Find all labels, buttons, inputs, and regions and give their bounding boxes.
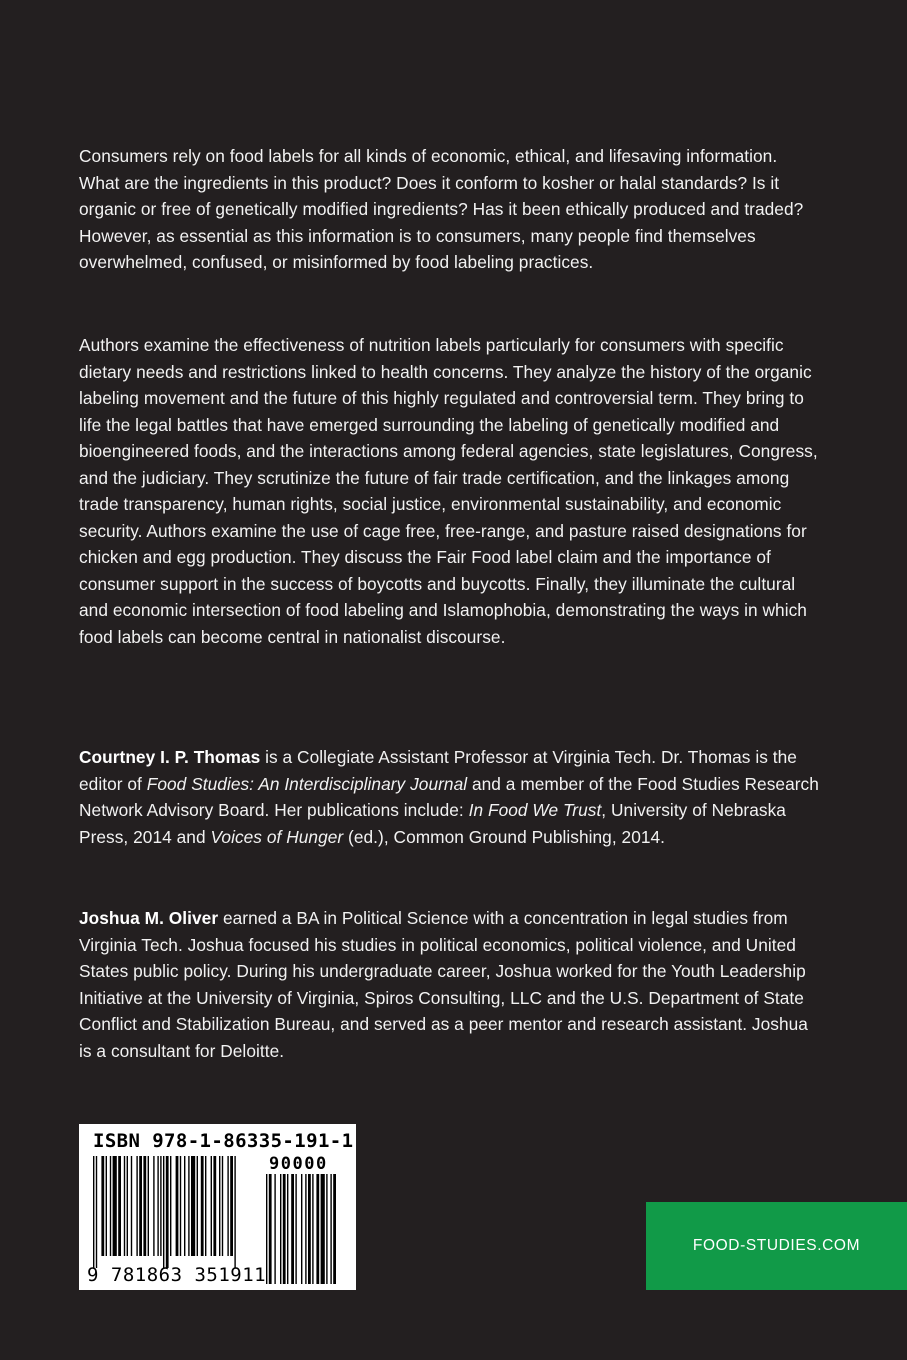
barcode-addon-bars xyxy=(266,1174,344,1284)
bio-2-text: earned a BA in Political Science with a concentration in legal studies from Virginia Tech. Joshua focused his studies in political economics, political violence, and United States public policy. During his undergraduate career, Joshua worked for the Youth Leadership Initiative at the University of Virginia, Spiros Consulting, LLC and the U.S. Department of State Conflict and Stabilization Bureau, and served as a peer mentor and research assistant. Joshua is a consultant for Deloitte. xyxy=(79,908,808,1061)
isbn-label: ISBN 978-1-86335-191-1 xyxy=(93,1130,354,1152)
book-title-2: Voices of Hunger xyxy=(210,826,344,847)
isbn-barcode xyxy=(79,1124,356,1290)
barcode-bar xyxy=(127,1156,128,1256)
barcode-bar xyxy=(124,1156,125,1256)
barcode-bar xyxy=(301,1174,302,1284)
barcode-bar xyxy=(333,1174,336,1284)
barcode-bar xyxy=(283,1174,286,1284)
barcode-bar xyxy=(219,1156,220,1256)
author-bio-thomas-text xyxy=(79,744,819,850)
website-badge[interactable] xyxy=(646,1202,907,1290)
book-title-1: In Food We Trust xyxy=(468,800,602,820)
barcode-bar xyxy=(184,1156,185,1256)
barcode-bar xyxy=(113,1156,117,1256)
author-name-thomas: Courtney I. P. Thomas xyxy=(79,747,261,767)
website-url[interactable]: FOOD-STUDIES.COM xyxy=(692,1237,861,1254)
barcode-bar xyxy=(308,1174,311,1284)
barcode-bar xyxy=(101,1156,104,1256)
barcode-bar xyxy=(213,1156,216,1256)
barcode-bar xyxy=(230,1156,233,1256)
barcode-bar xyxy=(205,1156,206,1256)
description-paragraph-2 xyxy=(79,332,819,650)
barcode-bar xyxy=(188,1156,189,1256)
barcode-bar xyxy=(295,1174,296,1284)
barcode-bar xyxy=(266,1174,267,1284)
barcode-bar xyxy=(222,1156,223,1256)
barcode-bar xyxy=(139,1156,142,1256)
barcode-bar xyxy=(143,1156,146,1256)
barcode-bar xyxy=(234,1156,235,1268)
barcode-main-bars xyxy=(93,1156,251,1268)
barcode-bar xyxy=(321,1174,325,1284)
barcode-bar xyxy=(330,1174,331,1284)
barcode-bar xyxy=(201,1156,204,1256)
barcode-bar xyxy=(131,1156,132,1256)
barcode-bar xyxy=(305,1174,306,1284)
barcode-bar xyxy=(157,1156,158,1256)
barcode-bar xyxy=(106,1156,107,1256)
bio-1-text-b: and a member of the Food Studies Research Network Advisory Board. Her publications include: xyxy=(79,773,819,820)
barcode-bar xyxy=(191,1156,195,1256)
bio-1-text-c: , University of Nebraska Press, 2014 and xyxy=(79,800,786,847)
barcode-bar xyxy=(180,1156,181,1256)
barcode-bar xyxy=(211,1156,212,1256)
barcode-bar xyxy=(96,1156,97,1268)
barcode-bar xyxy=(160,1156,161,1256)
description-paragraph-1-text: Consumers rely on food labels for all kinds of economic, ethical, and lifesaving information. What are the ingredients in this product? Does it conform to kosher or halal standards? Is it organic or free of genetically modified ingredients? Has it been ethically produced and traded? However, as essential as this information is to consumers, many people find themselves overwhelmed, confused, or misinformed by food labeling practices. xyxy=(79,146,804,272)
description-paragraph-1 xyxy=(79,143,819,276)
bio-1-text-a: is a Collegiate Assistant Professor at Virginia Tech. Dr. Thomas is the editor of xyxy=(79,747,797,794)
barcode-bar xyxy=(197,1156,198,1256)
barcode-bar xyxy=(166,1156,169,1268)
barcode-bar xyxy=(316,1174,319,1284)
barcode-bar xyxy=(176,1156,179,1256)
description-paragraph-2-text: Authors examine the effectiveness of nutrition labels particularly for consumers with specific dietary needs and restrictions linked to health concerns. They analyze the history of the organic labeling movement and the future of this highly regulated and controversial term. They bring to life the legal battles that have emerged surrounding the labeling of genetically modified and bioengineered foods, and the interactions among federal agencies, state legislatures, Congress, and the judiciary. They scrutinize the future of fair trade certification, and the linkages among trade transparency, human rights, social justice, environmental sustainability, and economic security. Authors examine the use of cage free, free-range, and pasture raised designations for chicken and egg production. They discuss the Fair Food label claim and the importance of consumer support in the success of boycotts and buycotts. Finally, they illuminate the cultural and economic intersection of food labeling and Islamophobia, demonstrating the ways in which food labels can become central in nationalist discourse. xyxy=(79,335,818,647)
author-bio-oliver-text xyxy=(79,905,819,1064)
barcode-bar xyxy=(136,1156,137,1256)
barcode-bar xyxy=(118,1156,121,1256)
barcode-bar xyxy=(287,1174,288,1284)
price-code: 90000 xyxy=(269,1154,328,1174)
author-bio-thomas xyxy=(79,744,819,850)
barcode-bar xyxy=(110,1156,111,1256)
barcode-bar xyxy=(269,1174,272,1284)
barcode-bar xyxy=(274,1174,275,1284)
ean-digits: 9 781863 351911 xyxy=(87,1264,267,1286)
bio-1-text-d: (ed.), Common Ground Publishing, 2014. xyxy=(343,826,666,847)
barcode-bar xyxy=(312,1174,313,1284)
author-name-oliver: Joshua M. Oliver xyxy=(79,908,219,928)
barcode-bar xyxy=(93,1156,94,1268)
barcode-bar xyxy=(291,1174,294,1284)
barcode-bar xyxy=(148,1156,149,1256)
journal-title: Food Studies: An Interdisciplinary Journal xyxy=(146,773,468,794)
barcode-bar xyxy=(280,1174,281,1284)
barcode-bar xyxy=(163,1156,164,1268)
barcode-bar xyxy=(170,1156,171,1256)
barcode-bar xyxy=(227,1156,228,1256)
author-bio-oliver xyxy=(79,905,819,1064)
barcode-bar xyxy=(326,1174,327,1284)
barcode-bar xyxy=(153,1156,154,1256)
